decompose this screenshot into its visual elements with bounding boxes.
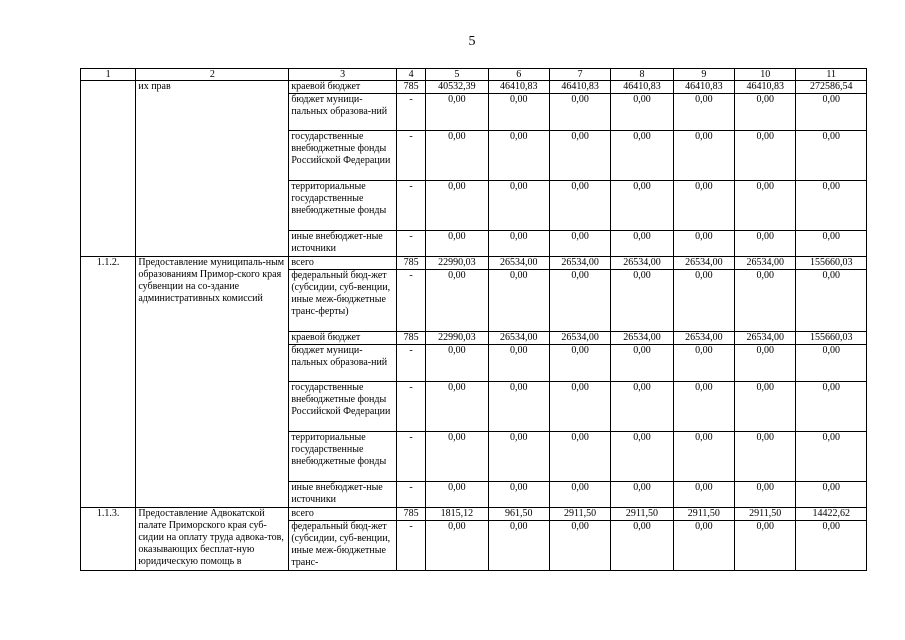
amount-cell: 26534,00 (735, 332, 796, 345)
amount-cell: 0,00 (488, 345, 549, 382)
column-header: 5 (426, 69, 488, 81)
amount-cell: 0,00 (488, 382, 549, 432)
amount-cell: 0,00 (488, 482, 549, 508)
amount-cell: 2911,50 (673, 508, 734, 521)
column-header: 7 (549, 69, 610, 81)
amount-cell: 0,00 (488, 181, 549, 231)
funding-source: федеральный бюд-жет (субсидии, суб-венции, иные меж-бюджетные транс- (289, 521, 397, 571)
amount-cell: 0,00 (488, 231, 549, 257)
item-description: Предоставление муниципаль-ным образованиям Примор-ского края субвенции на со-здание административных комиссий (136, 257, 289, 508)
amount-cell: 272586,54 (796, 81, 867, 94)
amount-cell: 26534,00 (673, 257, 734, 270)
table-row (81, 81, 867, 94)
grbs-code: - (396, 181, 425, 231)
amount-cell: 0,00 (549, 482, 610, 508)
amount-cell: 46410,83 (673, 81, 734, 94)
item-description: их прав (136, 81, 289, 257)
amount-cell: 0,00 (426, 432, 488, 482)
amount-cell: 0,00 (549, 181, 610, 231)
column-header: 2 (136, 69, 289, 81)
funding-source: государственные внебюджетные фонды Российской Федерации (289, 131, 397, 181)
grbs-code: - (396, 521, 425, 571)
amount-cell: 0,00 (426, 231, 488, 257)
amount-cell: 0,00 (796, 345, 867, 382)
amount-cell: 22990,03 (426, 257, 488, 270)
amount-cell: 0,00 (735, 521, 796, 571)
grbs-code: - (396, 345, 425, 382)
amount-cell: 0,00 (488, 270, 549, 332)
amount-cell: 46410,83 (735, 81, 796, 94)
table-row (81, 508, 867, 521)
amount-cell: 0,00 (735, 432, 796, 482)
amount-cell: 0,00 (673, 382, 734, 432)
amount-cell: 0,00 (611, 94, 673, 131)
amount-cell: 0,00 (549, 270, 610, 332)
item-number: 1.1.3. (81, 508, 136, 571)
funding-source: бюджет муници-пальных образова-ний (289, 345, 397, 382)
amount-cell: 26534,00 (549, 332, 610, 345)
amount-cell: 26534,00 (611, 332, 673, 345)
grbs-code: - (396, 94, 425, 131)
amount-cell: 0,00 (673, 131, 734, 181)
amount-cell: 0,00 (611, 521, 673, 571)
column-header: 3 (289, 69, 397, 81)
amount-cell: 0,00 (426, 521, 488, 571)
amount-cell: 0,00 (488, 131, 549, 181)
column-header: 10 (735, 69, 796, 81)
amount-cell: 0,00 (611, 345, 673, 382)
amount-cell: 26534,00 (488, 257, 549, 270)
amount-cell: 0,00 (426, 94, 488, 131)
amount-cell: 0,00 (488, 94, 549, 131)
page-number: 5 (468, 34, 476, 49)
amount-cell: 0,00 (549, 432, 610, 482)
amount-cell: 0,00 (549, 231, 610, 257)
table-row (81, 257, 867, 270)
amount-cell: 40532,39 (426, 81, 488, 94)
grbs-code: - (396, 270, 425, 332)
item-number (81, 81, 136, 257)
amount-cell: 0,00 (611, 181, 673, 231)
amount-cell: 0,00 (611, 482, 673, 508)
amount-cell: 0,00 (796, 94, 867, 131)
amount-cell: 0,00 (611, 270, 673, 332)
funding-source: иные внебюджет-ные источники (289, 482, 397, 508)
amount-cell: 46410,83 (488, 81, 549, 94)
amount-cell: 22990,03 (426, 332, 488, 345)
column-header: 4 (396, 69, 425, 81)
item-number: 1.1.2. (81, 257, 136, 508)
amount-cell: 0,00 (549, 94, 610, 131)
amount-cell: 0,00 (735, 94, 796, 131)
amount-cell: 0,00 (796, 231, 867, 257)
amount-cell: 2911,50 (549, 508, 610, 521)
amount-cell: 14422,62 (796, 508, 867, 521)
amount-cell: 0,00 (673, 482, 734, 508)
grbs-code: 785 (396, 332, 425, 345)
column-header: 1 (81, 69, 136, 81)
grbs-code: 785 (396, 508, 425, 521)
funding-source: территориальные государственные внебюджетные фонды (289, 432, 397, 482)
amount-cell: 0,00 (673, 432, 734, 482)
amount-cell: 0,00 (426, 181, 488, 231)
amount-cell: 0,00 (796, 382, 867, 432)
amount-cell: 0,00 (549, 131, 610, 181)
amount-cell: 0,00 (673, 521, 734, 571)
amount-cell: 0,00 (735, 270, 796, 332)
column-header: 6 (488, 69, 549, 81)
amount-cell: 0,00 (673, 181, 734, 231)
funding-source: краевой бюджет (289, 81, 397, 94)
amount-cell: 0,00 (549, 382, 610, 432)
amount-cell: 26534,00 (735, 257, 796, 270)
header-row (81, 69, 867, 81)
funding-source: всего (289, 508, 397, 521)
amount-cell: 0,00 (735, 131, 796, 181)
amount-cell: 0,00 (611, 432, 673, 482)
amount-cell: 0,00 (735, 181, 796, 231)
amount-cell: 46410,83 (549, 81, 610, 94)
amount-cell: 0,00 (673, 231, 734, 257)
amount-cell: 0,00 (426, 382, 488, 432)
funding-source: иные внебюджет-ные источники (289, 231, 397, 257)
funding-source: бюджет муници-пальных образова-ний (289, 94, 397, 131)
amount-cell: 26534,00 (488, 332, 549, 345)
amount-cell: 0,00 (796, 521, 867, 571)
amount-cell: 0,00 (796, 270, 867, 332)
amount-cell: 26534,00 (549, 257, 610, 270)
grbs-code: - (396, 482, 425, 508)
budget-table (80, 68, 867, 571)
amount-cell: 2911,50 (611, 508, 673, 521)
amount-cell: 0,00 (735, 345, 796, 382)
column-header: 8 (611, 69, 673, 81)
funding-source: всего (289, 257, 397, 270)
amount-cell: 155660,03 (796, 332, 867, 345)
amount-cell: 155660,03 (796, 257, 867, 270)
funding-source: краевой бюджет (289, 332, 397, 345)
item-description: Предоставление Адвокатской палате Приморского края суб-сидии на оплату труда адвока-тов, оказывающих бесплат-ную юридическую помощь в (136, 508, 289, 571)
column-header: 11 (796, 69, 867, 81)
amount-cell: 0,00 (796, 432, 867, 482)
amount-cell: 2911,50 (735, 508, 796, 521)
grbs-code: - (396, 131, 425, 181)
amount-cell: 0,00 (488, 432, 549, 482)
amount-cell: 26534,00 (673, 332, 734, 345)
amount-cell: 0,00 (673, 345, 734, 382)
amount-cell: 1815,12 (426, 508, 488, 521)
amount-cell: 0,00 (611, 231, 673, 257)
amount-cell: 0,00 (426, 270, 488, 332)
amount-cell: 961,50 (488, 508, 549, 521)
amount-cell: 0,00 (735, 482, 796, 508)
amount-cell: 0,00 (611, 131, 673, 181)
column-header: 9 (673, 69, 734, 81)
amount-cell: 0,00 (735, 382, 796, 432)
funding-source: государственные внебюджетные фонды Российской Федерации (289, 382, 397, 432)
amount-cell: 0,00 (426, 131, 488, 181)
grbs-code: - (396, 432, 425, 482)
amount-cell: 0,00 (549, 521, 610, 571)
amount-cell: 0,00 (796, 181, 867, 231)
funding-source: территориальные государственные внебюджетные фонды (289, 181, 397, 231)
grbs-code: 785 (396, 257, 425, 270)
amount-cell: 0,00 (735, 231, 796, 257)
amount-cell: 26534,00 (611, 257, 673, 270)
grbs-code: 785 (396, 81, 425, 94)
amount-cell: 0,00 (673, 270, 734, 332)
amount-cell: 0,00 (673, 94, 734, 131)
amount-cell: 0,00 (796, 482, 867, 508)
grbs-code: - (396, 382, 425, 432)
amount-cell: 46410,83 (611, 81, 673, 94)
amount-cell: 0,00 (426, 345, 488, 382)
grbs-code: - (396, 231, 425, 257)
amount-cell: 0,00 (426, 482, 488, 508)
funding-source: федеральный бюд-жет (субсидии, суб-венции, иные меж-бюджетные транс-ферты) (289, 270, 397, 332)
amount-cell: 0,00 (488, 521, 549, 571)
amount-cell: 0,00 (611, 382, 673, 432)
amount-cell: 0,00 (796, 131, 867, 181)
amount-cell: 0,00 (549, 345, 610, 382)
